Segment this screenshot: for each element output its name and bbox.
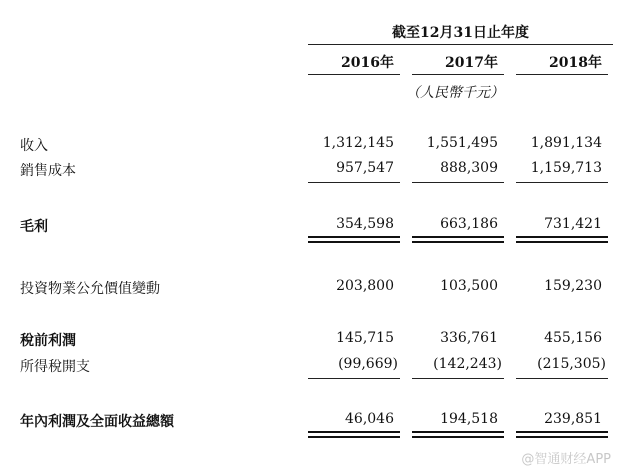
final-double-rule-bottom-2017 <box>412 436 504 438</box>
double-rule-top-2016 <box>308 236 400 238</box>
gross-profit-2016: 354,598 <box>336 216 394 232</box>
header-rule <box>308 44 613 45</box>
row-label-revenue: 收入 <box>20 138 48 154</box>
double-rule-bottom-2018 <box>516 241 608 243</box>
row-label-income-tax: 所得稅開支 <box>20 359 90 375</box>
fair-value-change-2018: 159,230 <box>544 278 602 294</box>
final-double-rule-top-2016 <box>308 431 400 433</box>
fair-value-change-2017: 103,500 <box>440 278 498 294</box>
subtotal-rule-2017 <box>412 182 504 183</box>
final-double-rule-top-2018 <box>516 431 608 433</box>
year-2017: 2017年 <box>445 55 498 71</box>
year-2018: 2018年 <box>549 55 602 71</box>
row-label-cost-of-sales: 銷售成本 <box>20 163 76 179</box>
revenue-2017: 1,551,495 <box>426 135 498 151</box>
cost-of-sales-2016: 957,547 <box>336 160 394 176</box>
year-2016: 2016年 <box>341 55 394 71</box>
row-label-profit-before-tax: 稅前利潤 <box>20 333 76 349</box>
period-title: 截至12月31日止年度 <box>392 25 529 41</box>
double-rule-top-2017 <box>412 236 504 238</box>
row-label-fair-value-change: 投資物業公允價值變動 <box>20 281 160 297</box>
profit-before-tax-2017: 336,761 <box>440 330 498 346</box>
total-income-2016: 46,046 <box>345 411 394 427</box>
final-double-rule-top-2017 <box>412 431 504 433</box>
fair-value-change-2016: 203,800 <box>336 278 394 294</box>
income-tax-2017: (142,243) <box>433 356 502 372</box>
tax-rule-2016 <box>308 378 400 379</box>
profit-before-tax-2018: 455,156 <box>544 330 602 346</box>
income-tax-2018: (215,305) <box>537 356 606 372</box>
year-underline-2016 <box>308 74 400 75</box>
gross-profit-2018: 731,421 <box>544 216 602 232</box>
total-income-2017: 194,518 <box>440 411 498 427</box>
revenue-2018: 1,891,134 <box>530 135 602 151</box>
currency-unit: （人民幣千元） <box>406 85 504 101</box>
cost-of-sales-2018: 1,159,713 <box>530 160 602 176</box>
row-label-total-comprehensive-income: 年內利潤及全面收益總額 <box>20 414 174 430</box>
tax-rule-2018 <box>516 378 608 379</box>
double-rule-bottom-2017 <box>412 241 504 243</box>
subtotal-rule-2016 <box>308 182 400 183</box>
watermark-text: @智通财经APP <box>521 452 611 467</box>
final-double-rule-bottom-2018 <box>516 436 608 438</box>
double-rule-bottom-2016 <box>308 241 400 243</box>
revenue-2016: 1,312,145 <box>322 135 394 151</box>
income-tax-2016: (99,669) <box>338 356 398 372</box>
double-rule-top-2018 <box>516 236 608 238</box>
year-underline-2018 <box>516 74 608 75</box>
year-underline-2017 <box>412 74 504 75</box>
tax-rule-2017 <box>412 378 504 379</box>
row-label-gross-profit: 毛利 <box>20 219 48 235</box>
cost-of-sales-2017: 888,309 <box>440 160 498 176</box>
final-double-rule-bottom-2016 <box>308 436 400 438</box>
total-income-2018: 239,851 <box>544 411 602 427</box>
gross-profit-2017: 663,186 <box>440 216 498 232</box>
subtotal-rule-2018 <box>516 182 608 183</box>
profit-before-tax-2016: 145,715 <box>336 330 394 346</box>
